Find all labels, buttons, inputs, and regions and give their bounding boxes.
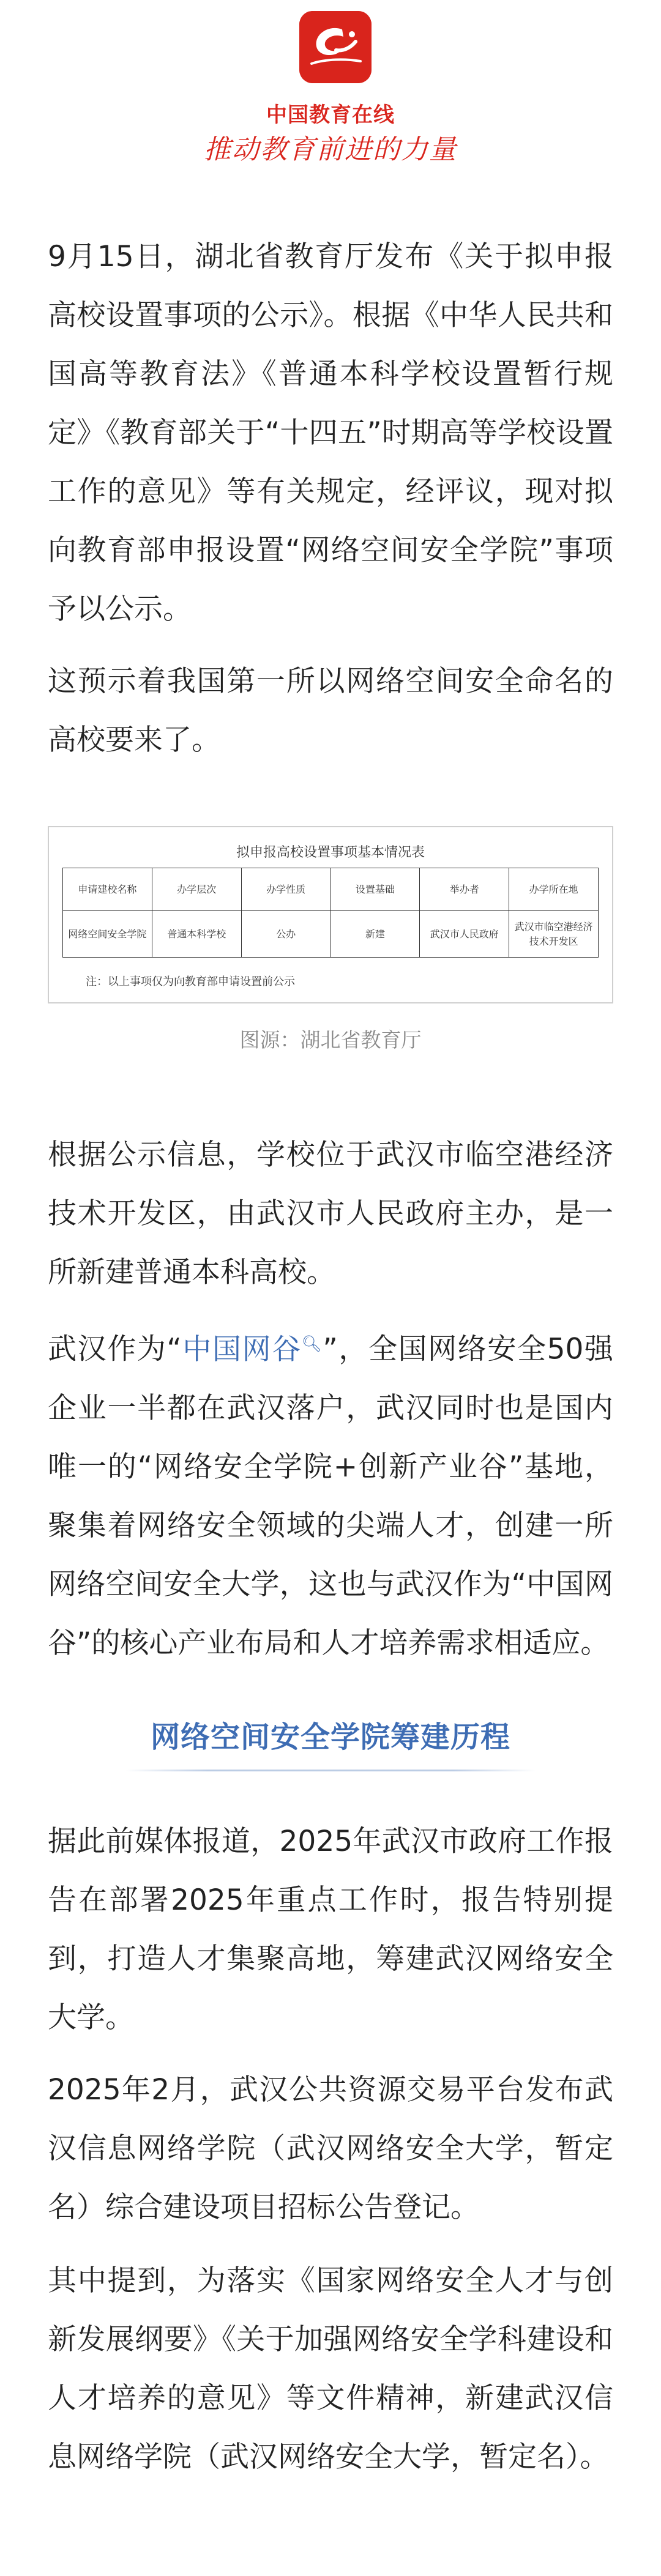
table-header-cell: 办学所在地 <box>509 868 599 911</box>
paragraph-text: 武汉作为“ <box>48 1332 182 1366</box>
keyword-link[interactable] <box>182 1333 323 1366</box>
article-paragraph-5: 据此前媒体报道，2025年武汉市政府工作报告在部署2025年重点工作时，报告特别提到，打造人才集聚高地，筹建武汉网络安全大学。 <box>48 1825 613 2034</box>
table-header-cell: 办学性质 <box>241 868 330 911</box>
paragraph-text: ”，全国网络安全50强企业一半都在武汉落户，武汉同时也是国内唯一的“网络安全学院+创新产业谷”基地，聚集着网络安全领域的尖端人才，创建一所网络空间安全大学，这也与武汉作为“中国网谷”的核心产业布局和人才培养需求相适应。 <box>48 1332 614 1660</box>
table-header-cell: 设置基础 <box>330 868 420 911</box>
article-paragraph-1: 9月15日，湖北省教育厅发布《关于拟申报高校设置事项的公示》。根据《中华人民共和国高等教育法》《普通本科学校设置暂行规定》《教育部关于“十四五”时期高等学校设置工作的意见》等有关规定，经评议，现对拟向教育部申报设置“网络空间安全学院”事项予以公示。 <box>48 240 613 626</box>
table-header-cell: 举办者 <box>420 868 509 911</box>
table-header-cell: 申请建校名称 <box>63 868 152 911</box>
proposal-table <box>62 868 599 958</box>
table-title: 拟申报高校设置事项基本情况表 <box>236 845 425 860</box>
table-cell: 武汉市人民政府 <box>420 911 509 958</box>
article-paragraph-3: 根据公示信息，学校位于武汉市临空港经济技术开发区，由武汉市人民政府主办，是一所新建普通本科高校。 <box>48 1138 613 1289</box>
proposal-table-image <box>48 826 613 1003</box>
article-paragraph-4 <box>48 1314 613 1673</box>
article-paragraph-2: 这预示着我国第一所以网络空间安全命名的高校要来了。 <box>48 664 613 757</box>
brand-name: 中国教育在线 <box>266 103 395 127</box>
table-cell: 普通本科学校 <box>152 911 241 958</box>
search-icon: 🔍︎ <box>301 1335 323 1353</box>
article-paragraph-7: 其中提到，为落实《国家网络安全人才与创新发展纲要》《关于加强网络安全学科建设和人才培养的意见》等文件精神，新建武汉信息网络学院（武汉网络安全大学，暂定名）。 <box>48 2264 613 2474</box>
table-header-row <box>63 868 599 911</box>
table-note: 注：以上事项仅为向教育部申请设置前公示 <box>86 975 295 988</box>
brand-slogan: 推动教育前进的力量 <box>204 134 457 165</box>
table-cell: 武汉市临空港经济技术开发区 <box>509 911 599 958</box>
image-caption: 图源：湖北省教育厅 <box>239 1028 422 1052</box>
ecol-logo-graphic <box>299 11 372 83</box>
table-header-cell: 办学层次 <box>152 868 241 911</box>
table-cell: 新建 <box>330 911 420 958</box>
table-row <box>63 911 599 958</box>
section-divider <box>125 1770 536 1771</box>
keyword-link-label: 中国网谷 <box>181 1332 302 1366</box>
table-cell: 网络空间安全学院 <box>63 911 152 958</box>
table-cell: 公办 <box>241 911 330 958</box>
site-header <box>0 0 661 184</box>
article-paragraph-6: 2025年2月，武汉公共资源交易平台发布武汉信息网络学院（武汉网络安全大学，暂定名）综合建设项目招标公告登记。 <box>48 2073 613 2224</box>
section-title: 网络空间安全学院筹建历程 <box>150 1720 510 1754</box>
ecol-logo-icon[interactable] <box>299 11 372 83</box>
